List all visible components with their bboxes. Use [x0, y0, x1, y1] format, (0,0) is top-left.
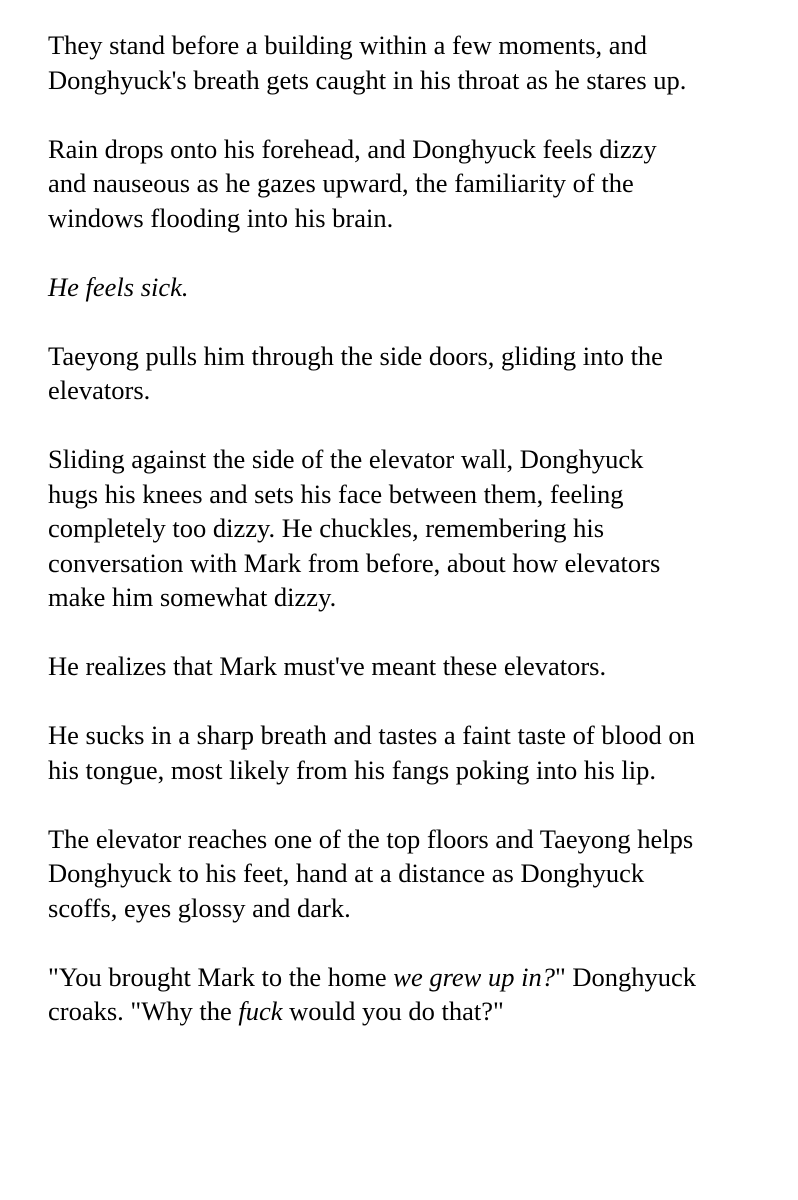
paragraph: [48, 28, 778, 97]
text-segment: would you do that?": [282, 996, 504, 1026]
paragraph: [48, 822, 778, 926]
paragraph-italic: [48, 270, 778, 305]
text-line: windows flooding into his brain.: [48, 202, 394, 233]
text-line: [48, 994, 778, 1029]
text-line: hugs his knees and sets his face between them, feeling: [48, 478, 624, 509]
text-line: Taeyong pulls him through the side doors, gliding into the: [48, 340, 663, 371]
paragraph-dialogue: [48, 960, 778, 1029]
text-line: make him somewhat dizzy.: [48, 582, 337, 612]
text-line: his tongue, most likely from his fangs poking into his lip.: [48, 754, 657, 785]
text-segment: "You brought Mark to the home: [48, 961, 394, 992]
text-line: He sucks in a sharp breath and tastes a faint taste of blood on: [48, 720, 695, 750]
text-line: They stand before a building within a few moments, and: [48, 30, 648, 60]
paragraph: [48, 132, 778, 236]
paragraph: [48, 339, 778, 408]
italic-text-line: He feels sick.: [48, 271, 189, 302]
text-line: He realizes that Mark must've meant these elevators.: [48, 651, 607, 681]
text-segment: " Donghyuck: [554, 961, 697, 992]
italic-text-segment: we grew up in?: [393, 961, 555, 992]
text-line: elevators.: [48, 375, 151, 405]
text-line: scoffs, eyes glossy and dark.: [48, 892, 351, 923]
paragraph: [48, 718, 778, 787]
text-line: Sliding against the side of the elevator wall, Donghyuck: [48, 444, 644, 474]
text-line: Donghyuck to his feet, hand at a distance as Donghyuck: [48, 858, 645, 888]
paragraph: [48, 442, 778, 615]
text-line: Donghyuck's breath gets caught in his throat as he stares up.: [48, 64, 687, 95]
text-line: [48, 960, 778, 995]
text-line: completely too dizzy. He chuckles, remembering his: [48, 513, 605, 543]
italic-text-segment: fuck: [238, 996, 283, 1026]
text-line: The elevator reaches one of the top floors and Taeyong helps: [48, 823, 694, 854]
story-text: [48, 28, 778, 1063]
text-line: conversation with Mark from before, about how elevators: [48, 547, 661, 578]
text-line: and nauseous as he gazes upward, the familiarity of the: [48, 168, 634, 198]
text-line: Rain drops onto his forehead, and Donghyuck feels dizzy: [48, 133, 657, 164]
paragraph: [48, 649, 778, 684]
text-segment: croaks. "Why the: [48, 996, 239, 1026]
